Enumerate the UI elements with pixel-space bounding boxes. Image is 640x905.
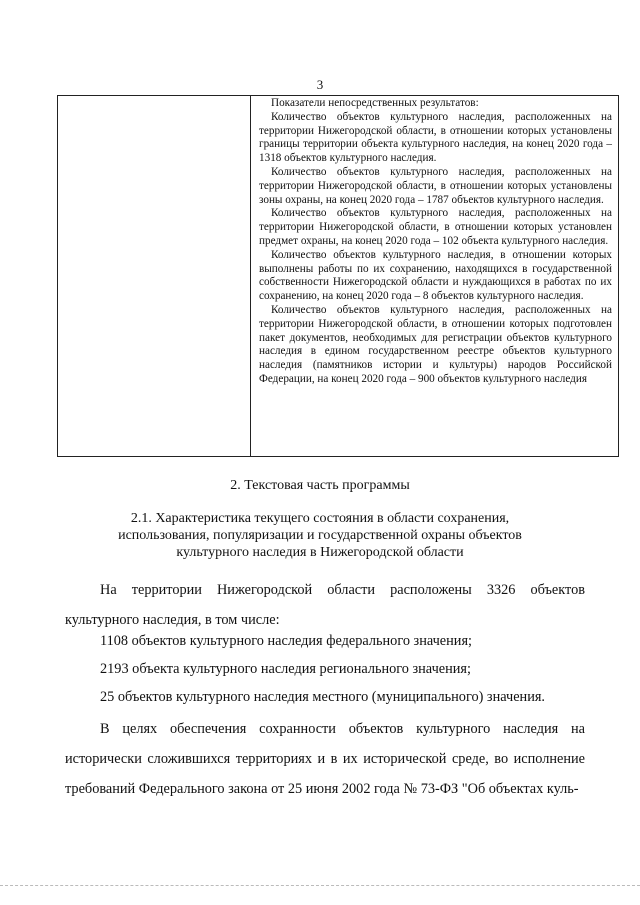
section-title: 2. Текстовая часть программы: [230, 478, 410, 493]
list-item: 2193 объекта культурного наследия регионального значения;: [100, 661, 471, 677]
paragraph-intro: [65, 575, 585, 635]
table-left-cell: [58, 96, 251, 456]
page-bottom-rule: [0, 885, 640, 887]
subsection-title: 2.1. Характеристика текущего состояния в области сохранения, использования, популяризации и государственной охраны объектов культурного наследия в Нижегородской области: [118, 511, 522, 560]
result-item: Количество объектов культурного наследия, расположенных на территории Нижегородской области, в отношении которых подготовлен пакет документов, необходимых для регистрации объектов культурного наследия в едином государственном реестре объектов культурного наследия (памятников истории и культуры) народов Российской Федерации, на конец 2020 года – 900 объектов культурного наследия: [259, 303, 612, 385]
paragraph-text: На территории Нижегородской области расположены 3326 объектов культурного наследия, в том числе:: [65, 582, 585, 628]
result-item: Количество объектов культурного наследия, расположенных на территории Нижегородской области, в отношении которых установлены зоны охраны, на конец 2020 года – 1787 объектов культурного наследия.: [259, 165, 612, 206]
paragraph-text: В целях обеспечения сохранности объектов культурного наследия на исторически сложившихся территориях и в их исторической среде, во исполнение требований Федерального закона от 25 июня 2002 года № 73-ФЗ "Об объектах куль-: [65, 721, 585, 797]
paragraph-purpose: [65, 714, 585, 804]
list-item: 25 объектов культурного наследия местного (муниципального) значения.: [100, 689, 545, 705]
result-item: Количество объектов культурного наследия, расположенных на территории Нижегородской области, в отношении которых установлен предмет охраны, на конец 2020 года – 102 объекта культурного наследия.: [259, 207, 612, 247]
results-table: [57, 95, 619, 457]
table-right-cell: [251, 96, 618, 456]
results-title: Показатели непосредственных результатов:: [271, 97, 479, 109]
result-item: Количество объектов культурного наследия, расположенных на территории Нижегородской области, в отношении которых установлены границы территории объекта культурного наследия, на конец 2020 года – 1318 объектов культурного наследия.: [259, 110, 612, 165]
page-number: 3: [316, 77, 324, 92]
list-item: 1108 объектов культурного наследия федерального значения;: [100, 633, 473, 649]
result-item: Количество объектов культурного наследия, в отношении которых выполнены работы по их сохранению, находящихся в государственной собственности Нижегородской области и нуждающихся в работах по их сохранению, на конец 2020 года – 8 объектов культурного наследия.: [259, 248, 612, 303]
